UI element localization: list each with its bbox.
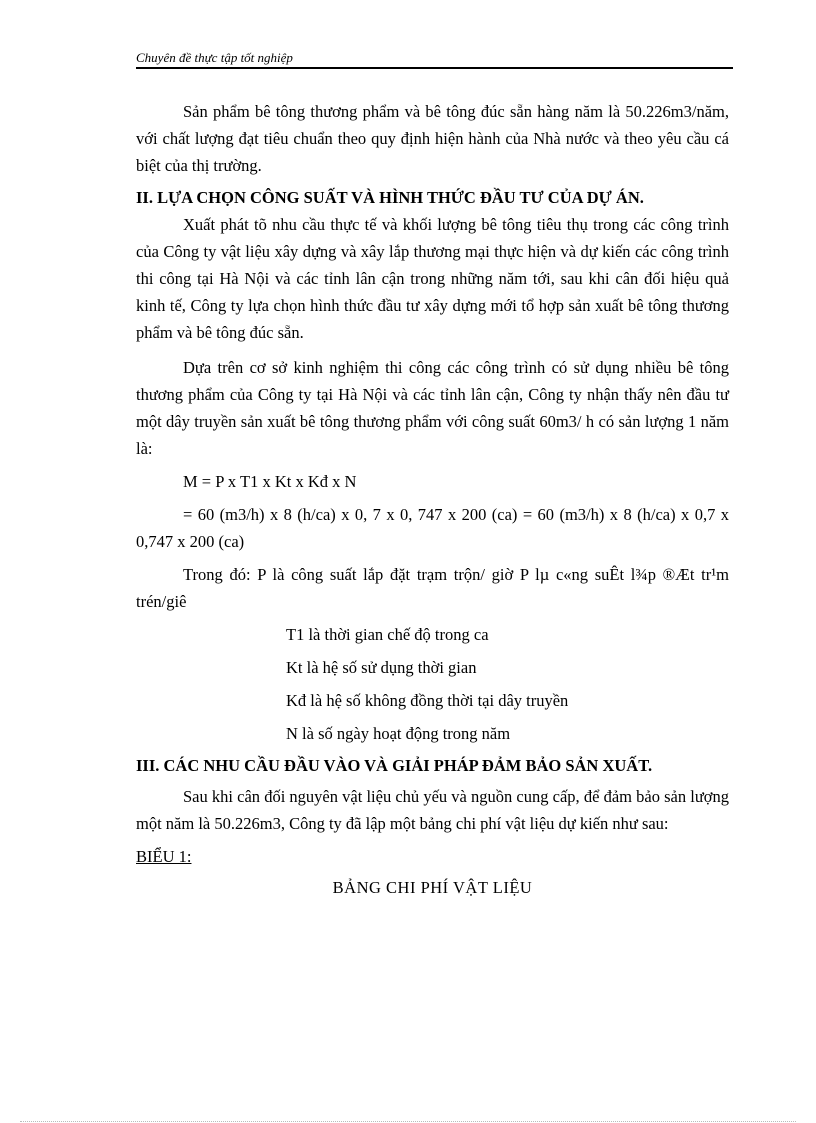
formula-calculation: = 60 (m3/h) x 8 (h/ca) x 0, 7 x 0, 747 x 200 (ca) = 60 (m3/h) x 8 (h/ca) x 0,7 x 0,747 x 200 (ca): [136, 505, 729, 551]
definition-kt: Kt là hệ số sử dụng thời gian: [286, 658, 477, 677]
paragraph-product: Sản phẩm bê tông thương phẩm và bê tông đúc sẵn hàng năm là 50.226m3/năm, với chất lượng đạt tiêu chuẩn theo quy định hiện hành của Nhà nước và theo yêu cầu cá biệt của thị trường.: [136, 102, 729, 175]
page-header: Chuyên đề thực tập tốt nghiệp: [136, 50, 293, 65]
section-heading-2: II. LỰA CHỌN CÔNG SUẤT VÀ HÌNH THỨC ĐẦU TƯ CỦA DỰ ÁN.: [136, 188, 644, 207]
definition-t1: T1 là thời gian chế độ trong ca: [286, 625, 489, 644]
paragraph-materials: Sau khi cân đối nguyên vật liệu chủ yếu và nguồn cung cấp, để đảm bảo sản lượng một năm là 50.226m3, Công ty đã lập một bảng chi phí vật liệu dự kiến như sau:: [136, 787, 729, 833]
formula-legend: Trong đó: P là công suất lắp đặt trạm trộn/ giờ P lµ c«ng suÊt l¾p ®Æt tr¹m trén/giê: [136, 565, 729, 611]
table-label: BIỂU 1:: [136, 847, 192, 866]
header-rule: [136, 67, 733, 69]
definition-kd: Kđ là hệ số không đồng thời tại dây truyền: [286, 691, 569, 710]
definition-n: N là số ngày hoạt động trong năm: [286, 724, 511, 743]
table-title: BẢNG CHI PHÍ VẬT LIỆU: [332, 878, 533, 897]
paragraph-capacity: Dựa trên cơ sở kinh nghiệm thi công các công trình có sử dụng nhiều bê tông thương phẩm của Công ty tại Hà Nội và các tỉnh lân cận, Công ty nhận thấy nên đầu tư một dây truyền sản xuất bê tông thương phẩm với công suất 60m3/ h có sản lượng 1 năm là:: [136, 358, 729, 458]
footer-rule: [20, 1121, 796, 1122]
formula-main: M = P x T1 x Kt x Kđ x N: [183, 472, 357, 491]
document-body: [136, 98, 729, 901]
section-heading-3: III. CÁC NHU CẦU ĐẦU VÀO VÀ GIẢI PHÁP ĐẢM BẢO SẢN XUẤT.: [136, 756, 653, 775]
paragraph-investment: Xuất phát tõ nhu cầu thực tế và khối lượng bê tông tiêu thụ trong các công trình của Công ty vật liệu xây dựng và xây lắp thương mại thực hiện và dự kiến các công trình thi công tại Hà Nội và các tỉnh lân cận trong những năm tới, sau khi cân đối hiệu quả kinh tế, Công ty lựa chọn hình thức đầu tư xây dựng mới tổ hợp sản xuất bê tông thương phẩm và bê tông đúc sẵn.: [136, 215, 729, 342]
